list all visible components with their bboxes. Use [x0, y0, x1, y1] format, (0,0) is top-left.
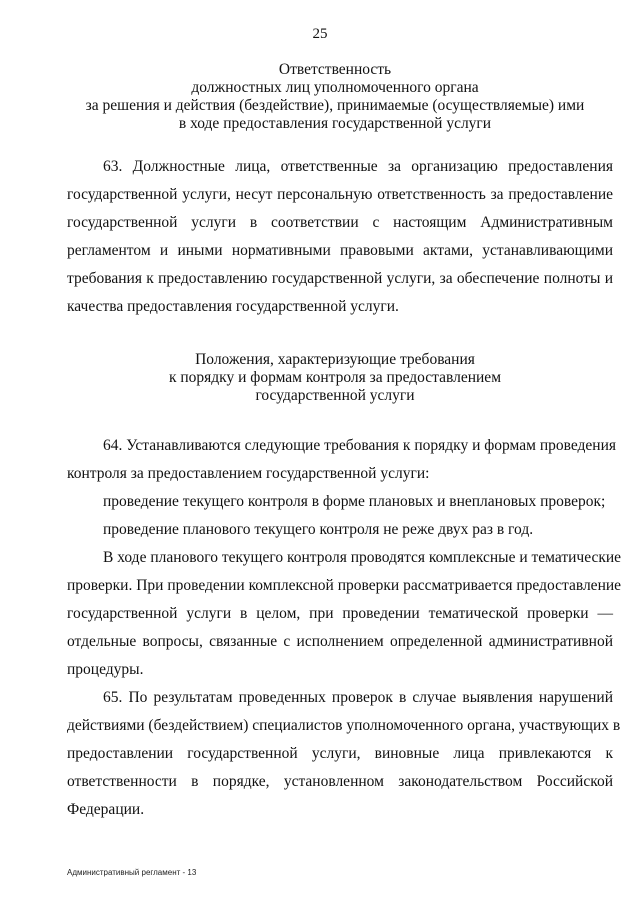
text-line: государственной услуги в целом, при проведении тематической проверки — — [67, 605, 613, 622]
heading-line: Положения, характеризующие требования — [195, 351, 475, 368]
text-line: контроля за предоставлением государственной услуги: — [67, 465, 430, 482]
text-line: 63. Должностные лица, ответственные за организацию предоставления — [103, 158, 613, 175]
heading-line: к порядку и формам контроля за предоставлением — [168, 369, 502, 386]
section-heading-responsibility — [40, 61, 630, 133]
list-item: проведение текущего контроля в форме плановых и внеплановых проверок; — [103, 493, 606, 510]
text-line: государственной услуги, несут персональную ответственность за предоставление — [67, 186, 613, 203]
text-line: действиями (бездействием) специалистов уполномоченного органа, участвующих в — [67, 717, 621, 734]
text-line: Федерации. — [67, 801, 145, 818]
heading-line: Ответственность — [278, 61, 392, 78]
text-line: государственной услуги в соответствии с настоящим Административным — [67, 214, 613, 231]
text-line: отдельные вопросы, связанные с исполнением определенной административной — [67, 633, 613, 650]
section-heading-control — [40, 351, 630, 405]
text-line: проверки. При проведении комплексной проверки рассматривается предоставление — [67, 577, 622, 594]
text-line: 65. По результатам проведенных проверок в случае выявления нарушений — [103, 689, 613, 706]
footer-document-name: Административный регламент - 13 — [67, 868, 197, 877]
text-line: В ходе планового текущего контроля проводятся комплексные и тематические — [103, 549, 622, 566]
text-line: процедуры. — [67, 661, 144, 678]
heading-line: за решения и действия (бездействие), принимаемые (осуществляемые) ими — [85, 97, 585, 114]
text-line: предоставлении государственной услуги, виновные лица привлекаются к — [67, 745, 613, 762]
heading-line: государственной услуги — [255, 387, 415, 404]
heading-line: в ходе предоставления государственной услуги — [178, 115, 492, 132]
text-line: регламентом и иными нормативными правовыми актами, устанавливающими — [67, 242, 613, 259]
list-item: проведение планового текущего контроля не реже двух раз в год. — [103, 521, 534, 538]
page-number: 25 — [312, 26, 328, 42]
heading-line: должностных лиц уполномоченного органа — [191, 79, 479, 96]
text-line: 64. Устанавливаются следующие требования к порядку и формам проведения — [103, 437, 617, 454]
text-line: качества предоставления государственной услуги. — [67, 298, 399, 315]
text-line: требования к предоставлению государственной услуги, за обеспечение полноты и — [67, 270, 613, 287]
text-line: ответственности в порядке, установленном законодательством Российской — [67, 773, 613, 790]
